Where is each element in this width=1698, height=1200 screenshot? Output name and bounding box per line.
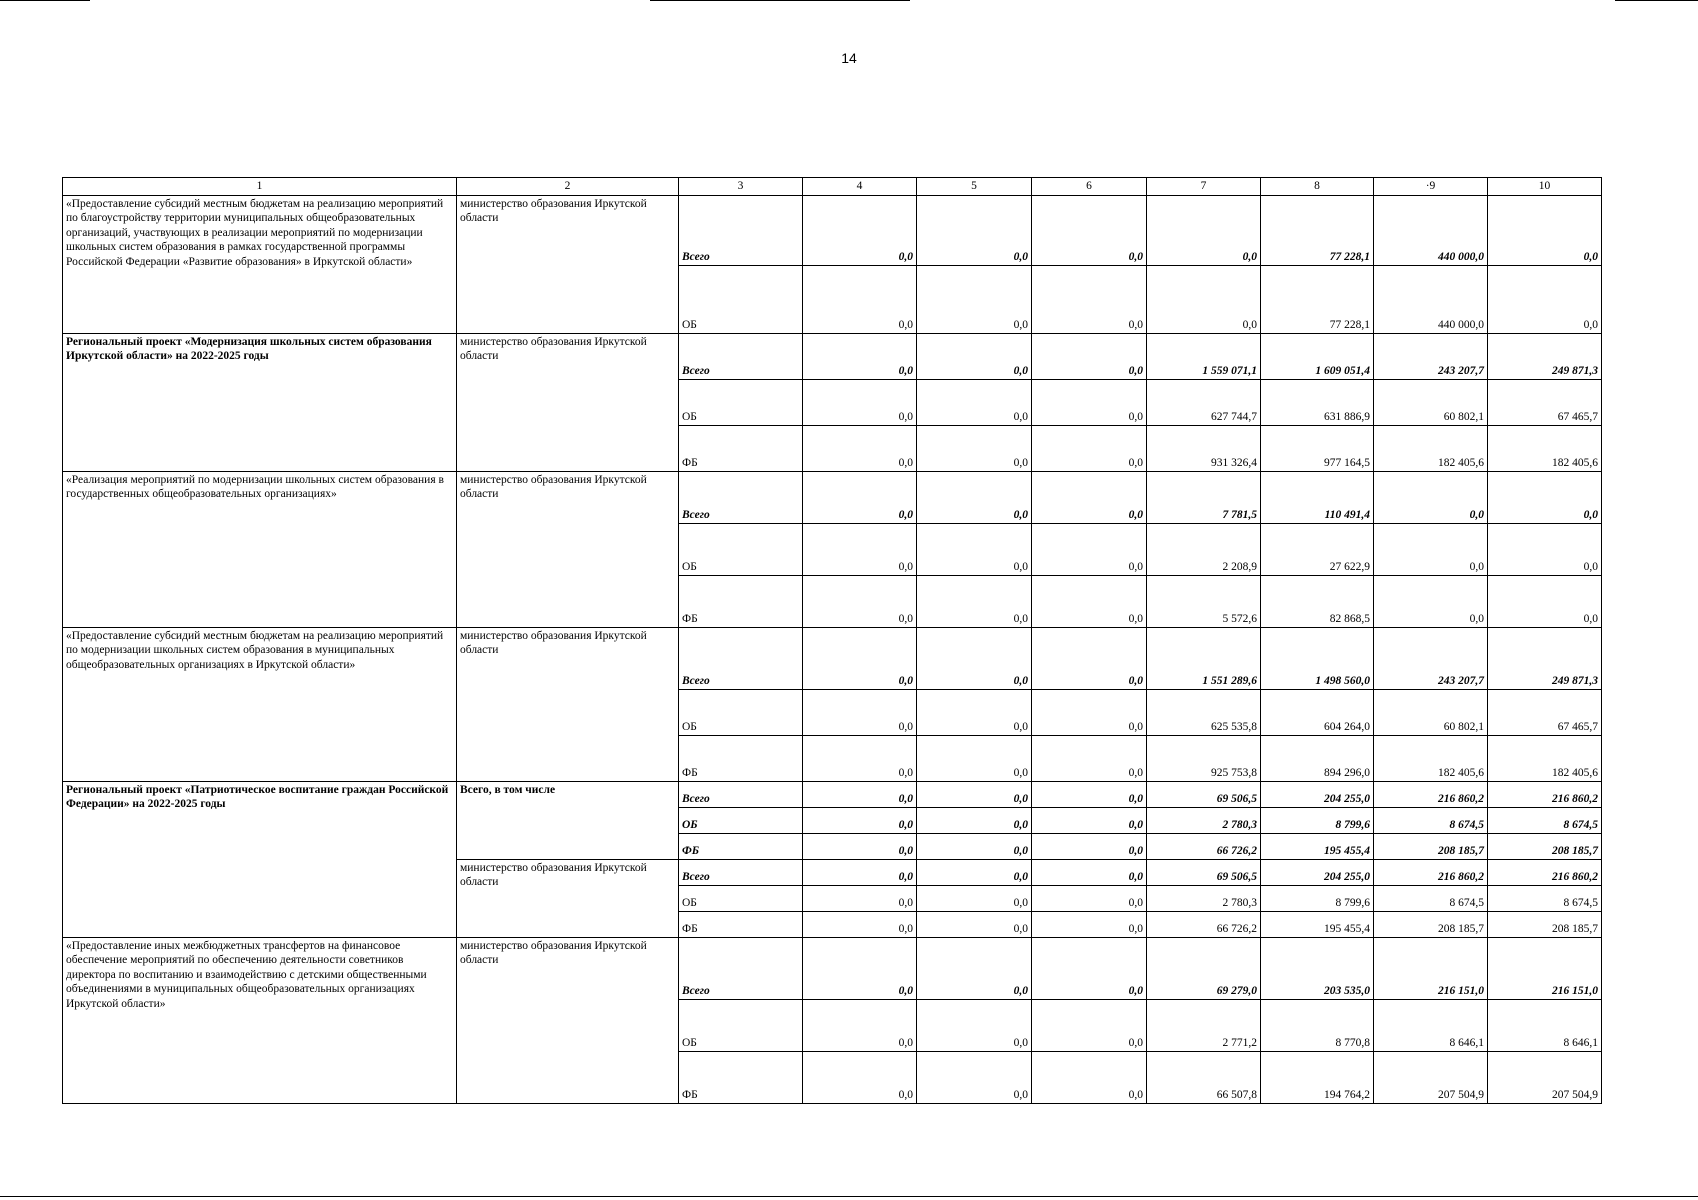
amount-cell-col-4: 0,0 [803, 426, 917, 472]
amount-cell-col-5: 0,0 [917, 736, 1032, 782]
measure-name-cell: Региональный проект «Патриотическое воспитание граждан Российской Федерации» на 2022-2025 годы [63, 782, 457, 938]
amount-cell-col-9: 0,0 [1374, 576, 1488, 628]
amount-cell-col-8: 82 868,5 [1261, 576, 1374, 628]
amount-cell-col-10: 0,0 [1488, 472, 1602, 524]
amount-cell-col-8: 8 770,8 [1261, 1000, 1374, 1052]
amount-cell-col-6: 0,0 [1032, 472, 1147, 524]
funding-source-cell: ОБ [679, 886, 803, 912]
amount-cell-col-4: 0,0 [803, 938, 917, 1000]
column-number-3: 3 [679, 178, 803, 196]
amount-cell-col-4: 0,0 [803, 1000, 917, 1052]
amount-cell-col-4: 0,0 [803, 576, 917, 628]
amount-cell-col-7: 66 726,2 [1147, 912, 1261, 938]
column-number-9: ·9 [1374, 178, 1488, 196]
funding-source-cell: ФБ [679, 576, 803, 628]
amount-cell-col-8: 204 255,0 [1261, 860, 1374, 886]
amount-cell-col-8: 894 296,0 [1261, 736, 1374, 782]
funding-source-cell: Всего [679, 334, 803, 380]
amount-cell-col-4: 0,0 [803, 690, 917, 736]
amount-cell-col-9: 207 504,9 [1374, 1052, 1488, 1104]
column-number-10: 10 [1488, 178, 1602, 196]
amount-cell-col-6: 0,0 [1032, 524, 1147, 576]
funding-source-cell: ФБ [679, 912, 803, 938]
amount-cell-col-10: 8 646,1 [1488, 1000, 1602, 1052]
amount-cell-col-8: 8 799,6 [1261, 808, 1374, 834]
amount-cell-col-6: 0,0 [1032, 426, 1147, 472]
amount-cell-col-4: 0,0 [803, 266, 917, 334]
amount-cell-col-6: 0,0 [1032, 938, 1147, 1000]
amount-cell-col-4: 0,0 [803, 524, 917, 576]
amount-cell-col-4: 0,0 [803, 628, 917, 690]
amount-cell-col-5: 0,0 [917, 808, 1032, 834]
amount-cell-col-7: 0,0 [1147, 196, 1261, 266]
amount-cell-col-10: 0,0 [1488, 196, 1602, 266]
amount-cell-col-9: 182 405,6 [1374, 736, 1488, 782]
amount-cell-col-9: 0,0 [1374, 524, 1488, 576]
amount-cell-col-5: 0,0 [917, 196, 1032, 266]
scan-edge-mark [0, 0, 90, 1]
column-number-row [63, 178, 1602, 196]
amount-cell-col-10: 8 674,5 [1488, 886, 1602, 912]
funding-source-cell: ФБ [679, 736, 803, 782]
amount-cell-col-5: 0,0 [917, 834, 1032, 860]
table-row [63, 782, 1602, 808]
amount-cell-col-8: 77 228,1 [1261, 196, 1374, 266]
measure-name-cell: Региональный проект «Модернизация школьных систем образования Иркутской области» на 2022-2025 годы [63, 334, 457, 472]
amount-cell-col-4: 0,0 [803, 782, 917, 808]
page-number: 14 [841, 50, 857, 66]
scan-bottom-edge [0, 1196, 1698, 1197]
table-row [63, 334, 1602, 380]
funding-source-cell: ФБ [679, 426, 803, 472]
amount-cell-col-8: 1 609 051,4 [1261, 334, 1374, 380]
amount-cell-col-10: 249 871,3 [1488, 334, 1602, 380]
amount-cell-col-7: 69 279,0 [1147, 938, 1261, 1000]
funding-source-cell: Всего [679, 196, 803, 266]
amount-cell-col-9: 216 151,0 [1374, 938, 1488, 1000]
table-row [63, 472, 1602, 524]
amount-cell-col-4: 0,0 [803, 380, 917, 426]
amount-cell-col-4: 0,0 [803, 808, 917, 834]
amount-cell-col-6: 0,0 [1032, 576, 1147, 628]
amount-cell-col-4: 0,0 [803, 1052, 917, 1104]
amount-cell-col-5: 0,0 [917, 576, 1032, 628]
amount-cell-col-7: 925 753,8 [1147, 736, 1261, 782]
amount-cell-col-7: 625 535,8 [1147, 690, 1261, 736]
amount-cell-col-4: 0,0 [803, 912, 917, 938]
funding-source-cell: ОБ [679, 808, 803, 834]
amount-cell-col-6: 0,0 [1032, 690, 1147, 736]
amount-cell-col-9: 243 207,7 [1374, 334, 1488, 380]
amount-cell-col-6: 0,0 [1032, 334, 1147, 380]
amount-cell-col-8: 631 886,9 [1261, 380, 1374, 426]
funding-source-cell: ОБ [679, 690, 803, 736]
amount-cell-col-6: 0,0 [1032, 1000, 1147, 1052]
amount-cell-col-7: 69 506,5 [1147, 860, 1261, 886]
amount-cell-col-10: 0,0 [1488, 576, 1602, 628]
executor-cell: министерство образования Иркутской области [457, 334, 679, 472]
amount-cell-col-7: 69 506,5 [1147, 782, 1261, 808]
funding-source-cell: ОБ [679, 1000, 803, 1052]
amount-cell-col-9: 208 185,7 [1374, 834, 1488, 860]
funding-source-cell: Всего [679, 938, 803, 1000]
amount-cell-col-8: 27 622,9 [1261, 524, 1374, 576]
measure-name-cell: «Предоставление иных межбюджетных трансфертов на финансовое обеспечение мероприятий по обеспечению деятельности советников директора по воспитанию и взаимодействию с детскими общественными объединениями в муниципальных общеобразовательных организациях Иркутской области» [63, 938, 457, 1104]
executor-cell: министерство образования Иркутской области [457, 472, 679, 628]
amount-cell-col-7: 2 780,3 [1147, 886, 1261, 912]
amount-cell-col-6: 0,0 [1032, 736, 1147, 782]
amount-cell-col-6: 0,0 [1032, 808, 1147, 834]
amount-cell-col-4: 0,0 [803, 736, 917, 782]
executor-cell: министерство образования Иркутской области [457, 938, 679, 1104]
amount-cell-col-9: 60 802,1 [1374, 690, 1488, 736]
amount-cell-col-9: 8 674,5 [1374, 886, 1488, 912]
funding-source-cell: Всего [679, 628, 803, 690]
amount-cell-col-5: 0,0 [917, 628, 1032, 690]
amount-cell-col-7: 2 208,9 [1147, 524, 1261, 576]
amount-cell-col-6: 0,0 [1032, 628, 1147, 690]
amount-cell-col-5: 0,0 [917, 524, 1032, 576]
amount-cell-col-10: 8 674,5 [1488, 808, 1602, 834]
amount-cell-col-5: 0,0 [917, 426, 1032, 472]
column-number-8: 8 [1261, 178, 1374, 196]
amount-cell-col-7: 7 781,5 [1147, 472, 1261, 524]
amount-cell-col-8: 203 535,0 [1261, 938, 1374, 1000]
amount-cell-col-7: 2 780,3 [1147, 808, 1261, 834]
table-row [63, 938, 1602, 1000]
amount-cell-col-8: 8 799,6 [1261, 886, 1374, 912]
amount-cell-col-5: 0,0 [917, 938, 1032, 1000]
funding-source-cell: Всего [679, 860, 803, 886]
amount-cell-col-8: 110 491,4 [1261, 472, 1374, 524]
funding-source-cell: Всего [679, 782, 803, 808]
executor-cell: министерство образования Иркутской области [457, 860, 679, 938]
amount-cell-col-8: 195 455,4 [1261, 912, 1374, 938]
amount-cell-col-6: 0,0 [1032, 782, 1147, 808]
funding-source-cell: Всего [679, 472, 803, 524]
amount-cell-col-6: 0,0 [1032, 834, 1147, 860]
amount-cell-col-8: 77 228,1 [1261, 266, 1374, 334]
measure-name-cell: «Предоставление субсидий местным бюджетам на реализацию мероприятий по благоустройству территории муниципальных общеобразовательных организаций, участвующих в реализации мероприятий по модернизации школьных систем образования в рамках государственной программы Российской Федерации «Развитие образования» в Иркутской области» [63, 196, 457, 334]
amount-cell-col-10: 182 405,6 [1488, 426, 1602, 472]
amount-cell-col-9: 60 802,1 [1374, 380, 1488, 426]
amount-cell-col-7: 1 551 289,6 [1147, 628, 1261, 690]
measure-name-cell: «Реализация мероприятий по модернизации школьных систем образования в государственных общеобразовательных организациях» [63, 472, 457, 628]
amount-cell-col-7: 627 744,7 [1147, 380, 1261, 426]
amount-cell-col-4: 0,0 [803, 834, 917, 860]
amount-cell-col-4: 0,0 [803, 472, 917, 524]
column-number-4: 4 [803, 178, 917, 196]
column-number-7: 7 [1147, 178, 1261, 196]
amount-cell-col-10: 0,0 [1488, 524, 1602, 576]
amount-cell-col-5: 0,0 [917, 860, 1032, 886]
amount-cell-col-9: 8 646,1 [1374, 1000, 1488, 1052]
amount-cell-col-6: 0,0 [1032, 196, 1147, 266]
amount-cell-col-10: 216 860,2 [1488, 860, 1602, 886]
amount-cell-col-8: 195 455,4 [1261, 834, 1374, 860]
amount-cell-col-10: 67 465,7 [1488, 380, 1602, 426]
column-number-5: 5 [917, 178, 1032, 196]
amount-cell-col-9: 8 674,5 [1374, 808, 1488, 834]
amount-cell-col-10: 249 871,3 [1488, 628, 1602, 690]
amount-cell-col-10: 207 504,9 [1488, 1052, 1602, 1104]
amount-cell-col-10: 216 151,0 [1488, 938, 1602, 1000]
amount-cell-col-10: 208 185,7 [1488, 834, 1602, 860]
table-row [63, 196, 1602, 266]
executor-cell: Всего, в том числе [457, 782, 679, 860]
amount-cell-col-9: 216 860,2 [1374, 782, 1488, 808]
measure-name-cell: «Предоставление субсидий местным бюджетам на реализацию мероприятий по модернизации школьных систем образования в муниципальных общеобразовательных организациях в Иркутской области» [63, 628, 457, 782]
amount-cell-col-8: 977 164,5 [1261, 426, 1374, 472]
funding-source-cell: ОБ [679, 380, 803, 426]
amount-cell-col-6: 0,0 [1032, 912, 1147, 938]
amount-cell-col-7: 931 326,4 [1147, 426, 1261, 472]
column-number-1: 1 [63, 178, 457, 196]
amount-cell-col-5: 0,0 [917, 690, 1032, 736]
amount-cell-col-5: 0,0 [917, 1052, 1032, 1104]
amount-cell-col-8: 604 264,0 [1261, 690, 1374, 736]
amount-cell-col-9: 182 405,6 [1374, 426, 1488, 472]
amount-cell-col-8: 204 255,0 [1261, 782, 1374, 808]
amount-cell-col-5: 0,0 [917, 782, 1032, 808]
amount-cell-col-9: 440 000,0 [1374, 196, 1488, 266]
funding-source-cell: ОБ [679, 266, 803, 334]
amount-cell-col-5: 0,0 [917, 334, 1032, 380]
amount-cell-col-7: 1 559 071,1 [1147, 334, 1261, 380]
amount-cell-col-10: 216 860,2 [1488, 782, 1602, 808]
scan-edge-mark [650, 0, 910, 1]
amount-cell-col-8: 194 764,2 [1261, 1052, 1374, 1104]
table-row [63, 628, 1602, 690]
amount-cell-col-10: 208 185,7 [1488, 912, 1602, 938]
amount-cell-col-6: 0,0 [1032, 860, 1147, 886]
amount-cell-col-9: 440 000,0 [1374, 266, 1488, 334]
amount-cell-col-4: 0,0 [803, 860, 917, 886]
amount-cell-col-9: 0,0 [1374, 472, 1488, 524]
amount-cell-col-5: 0,0 [917, 472, 1032, 524]
amount-cell-col-4: 0,0 [803, 334, 917, 380]
amount-cell-col-6: 0,0 [1032, 886, 1147, 912]
executor-cell: министерство образования Иркутской области [457, 628, 679, 782]
amount-cell-col-7: 5 572,6 [1147, 576, 1261, 628]
amount-cell-col-9: 208 185,7 [1374, 912, 1488, 938]
amount-cell-col-8: 1 498 560,0 [1261, 628, 1374, 690]
funding-source-cell: ФБ [679, 1052, 803, 1104]
executor-cell: министерство образования Иркутской области [457, 196, 679, 334]
budget-table [62, 177, 1602, 1104]
funding-source-cell: ОБ [679, 524, 803, 576]
amount-cell-col-9: 243 207,7 [1374, 628, 1488, 690]
amount-cell-col-6: 0,0 [1032, 266, 1147, 334]
amount-cell-col-5: 0,0 [917, 1000, 1032, 1052]
amount-cell-col-6: 0,0 [1032, 1052, 1147, 1104]
amount-cell-col-5: 0,0 [917, 266, 1032, 334]
scan-edge-mark [1615, 0, 1698, 1]
amount-cell-col-7: 2 771,2 [1147, 1000, 1261, 1052]
amount-cell-col-5: 0,0 [917, 380, 1032, 426]
funding-source-cell: ФБ [679, 834, 803, 860]
amount-cell-col-4: 0,0 [803, 196, 917, 266]
amount-cell-col-7: 0,0 [1147, 266, 1261, 334]
column-number-6: 6 [1032, 178, 1147, 196]
amount-cell-col-10: 67 465,7 [1488, 690, 1602, 736]
amount-cell-col-6: 0,0 [1032, 380, 1147, 426]
amount-cell-col-7: 66 726,2 [1147, 834, 1261, 860]
amount-cell-col-10: 0,0 [1488, 266, 1602, 334]
column-number-2: 2 [457, 178, 679, 196]
amount-cell-col-5: 0,0 [917, 886, 1032, 912]
amount-cell-col-7: 66 507,8 [1147, 1052, 1261, 1104]
amount-cell-col-4: 0,0 [803, 886, 917, 912]
amount-cell-col-9: 216 860,2 [1374, 860, 1488, 886]
amount-cell-col-10: 182 405,6 [1488, 736, 1602, 782]
amount-cell-col-5: 0,0 [917, 912, 1032, 938]
